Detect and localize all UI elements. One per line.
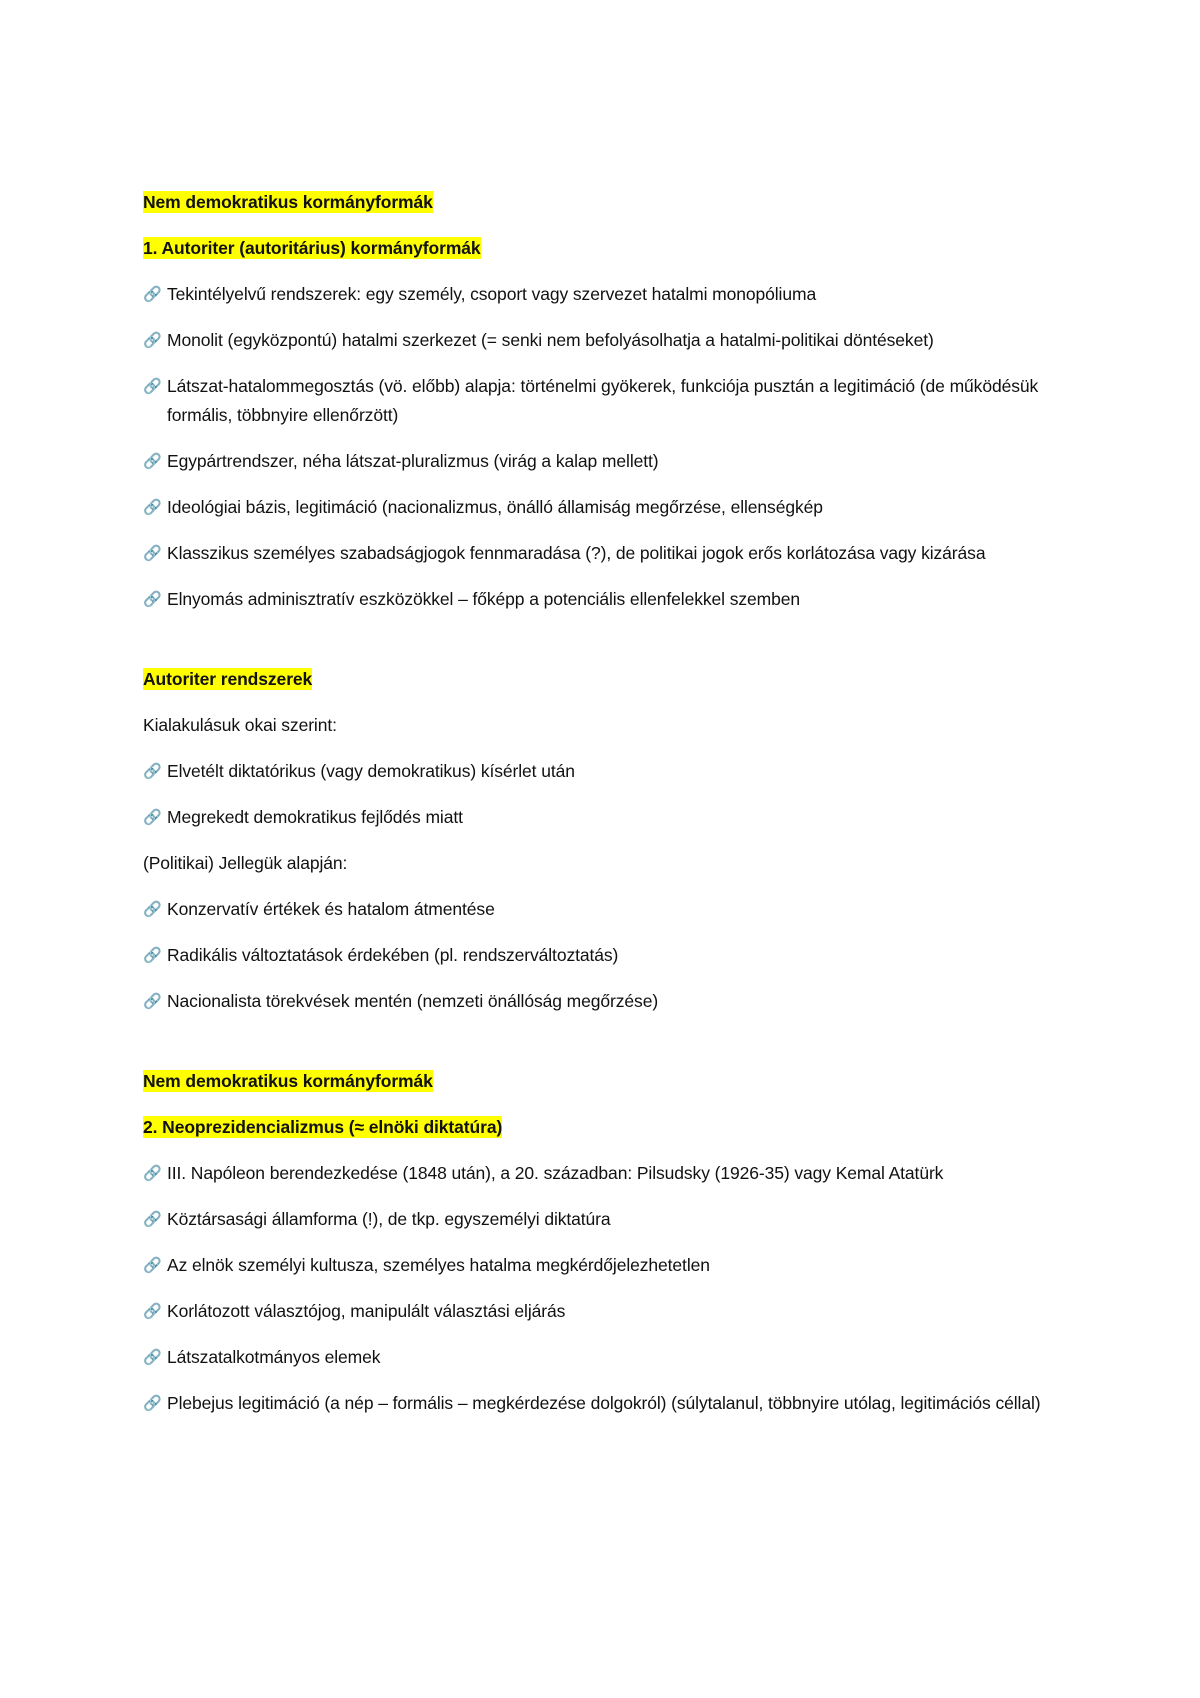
link-icon: 🔗 (143, 900, 162, 918)
list-item (143, 895, 1063, 924)
list-item-text: Elvetélt diktatórikus (vagy demokratikus) kísérlet után (167, 761, 575, 781)
list-item (143, 280, 1063, 309)
section-spacer (143, 1033, 1063, 1067)
section-subheading (143, 234, 1063, 263)
link-icon: 🔗 (143, 1302, 162, 1320)
link-icon: 🔗 (143, 285, 162, 303)
link-icon: 🔗 (143, 331, 162, 349)
link-icon: 🔗 (143, 1164, 162, 1182)
list-item-text: Látszatalkotmányos elemek (167, 1347, 381, 1367)
link-icon: 🔗 (143, 762, 162, 780)
highlighted-heading: Autoriter rendszerek (143, 669, 313, 689)
list-item (143, 1297, 1063, 1326)
link-icon: 🔗 (143, 992, 162, 1010)
intro-text: (Politikai) Jellegük alapján: (143, 853, 348, 873)
highlighted-heading: Nem demokratikus kormányformák (143, 1071, 433, 1091)
link-icon: 🔗 (143, 1256, 162, 1274)
list-item-text: Látszat-hatalommegosztás (vö. előbb) alapja: történelmi gyökerek, funkciója pusztán a legitimáció (de működésük formális, többnyire ellenőrzött) (167, 376, 1039, 425)
link-icon: 🔗 (143, 1394, 162, 1412)
link-icon: 🔗 (143, 498, 162, 516)
list-item-text: Egypártrendszer, néha látszat-pluralizmus (virág a kalap mellett) (167, 451, 659, 471)
list-item (143, 493, 1063, 522)
section-heading (143, 665, 1063, 694)
list-item-text: Konzervatív értékek és hatalom átmentése (167, 899, 495, 919)
list-item-text: Monolit (egyközpontú) hatalmi szerkezet (= senki nem befolyásolhatja a hatalmi-politikai döntéseket) (167, 330, 934, 350)
highlighted-subheading: 1. Autoriter (autoritárius) kormányformák (143, 238, 481, 258)
link-icon: 🔗 (143, 1348, 162, 1366)
list-item-text: III. Napóleon berendezkedése (1848 után), a 20. században: Pilsudsky (1926-35) vagy Kemal Atatürk (167, 1163, 944, 1183)
list-item-text: Tekintélyelvű rendszerek: egy személy, csoport vagy szervezet hatalmi monopóliuma (167, 284, 817, 304)
list-item-text: Korlátozott választójog, manipulált választási eljárás (167, 1301, 566, 1321)
link-icon: 🔗 (143, 452, 162, 470)
list-item-text: Az elnök személyi kultusza, személyes hatalma megkérdőjelezhetetlen (167, 1255, 710, 1275)
section-heading (143, 1067, 1063, 1096)
section-subheading (143, 1113, 1063, 1142)
document-content (143, 188, 1063, 1435)
list-item (143, 803, 1063, 832)
list-item-text: Megrekedt demokratikus fejlődés miatt (167, 807, 463, 827)
list-item (143, 326, 1063, 355)
link-icon: 🔗 (143, 377, 162, 395)
list-item (143, 447, 1063, 476)
list-item-text: Radikális változtatások érdekében (pl. rendszerváltoztatás) (167, 945, 619, 965)
section-spacer (143, 631, 1063, 665)
list-item-text: Elnyomás adminisztratív eszközökkel – főképp a potenciális ellenfelekkel szemben (167, 589, 801, 609)
section-heading (143, 188, 1063, 217)
list-item (143, 941, 1063, 970)
link-icon: 🔗 (143, 1210, 162, 1228)
list-item (143, 1159, 1063, 1188)
list-item (143, 539, 1063, 568)
link-icon: 🔗 (143, 946, 162, 964)
list-item-text: Plebejus legitimáció (a nép – formális – megkérdezése dolgokról) (súlytalanul, többnyire utólag, legitimációs céllal) (167, 1393, 1041, 1413)
list-item (143, 1389, 1063, 1418)
list-item (143, 585, 1063, 614)
list-item (143, 372, 1063, 430)
list-item (143, 1343, 1063, 1372)
list-item-text: Klasszikus személyes szabadságjogok fennmaradása (?), de politikai jogok erős korlátozása vagy kizárása (167, 543, 986, 563)
list-item (143, 1251, 1063, 1280)
highlighted-subheading: 2. Neoprezidencializmus (≈ elnöki diktatúra) (143, 1117, 503, 1137)
intro-text: Kialakulásuk okai szerint: (143, 715, 337, 735)
list-item (143, 987, 1063, 1016)
link-icon: 🔗 (143, 590, 162, 608)
list-item-text: Ideológiai bázis, legitimáció (nacionalizmus, önálló államiság megőrzése, ellenségkép (167, 497, 823, 517)
highlighted-heading: Nem demokratikus kormányformák (143, 192, 433, 212)
list-item-text: Köztársasági államforma (!), de tkp. egyszemélyi diktatúra (167, 1209, 611, 1229)
list-item (143, 1205, 1063, 1234)
list-item-text: Nacionalista törekvések mentén (nemzeti önállóság megőrzése) (167, 991, 659, 1011)
list-item (143, 757, 1063, 786)
link-icon: 🔗 (143, 544, 162, 562)
link-icon: 🔗 (143, 808, 162, 826)
